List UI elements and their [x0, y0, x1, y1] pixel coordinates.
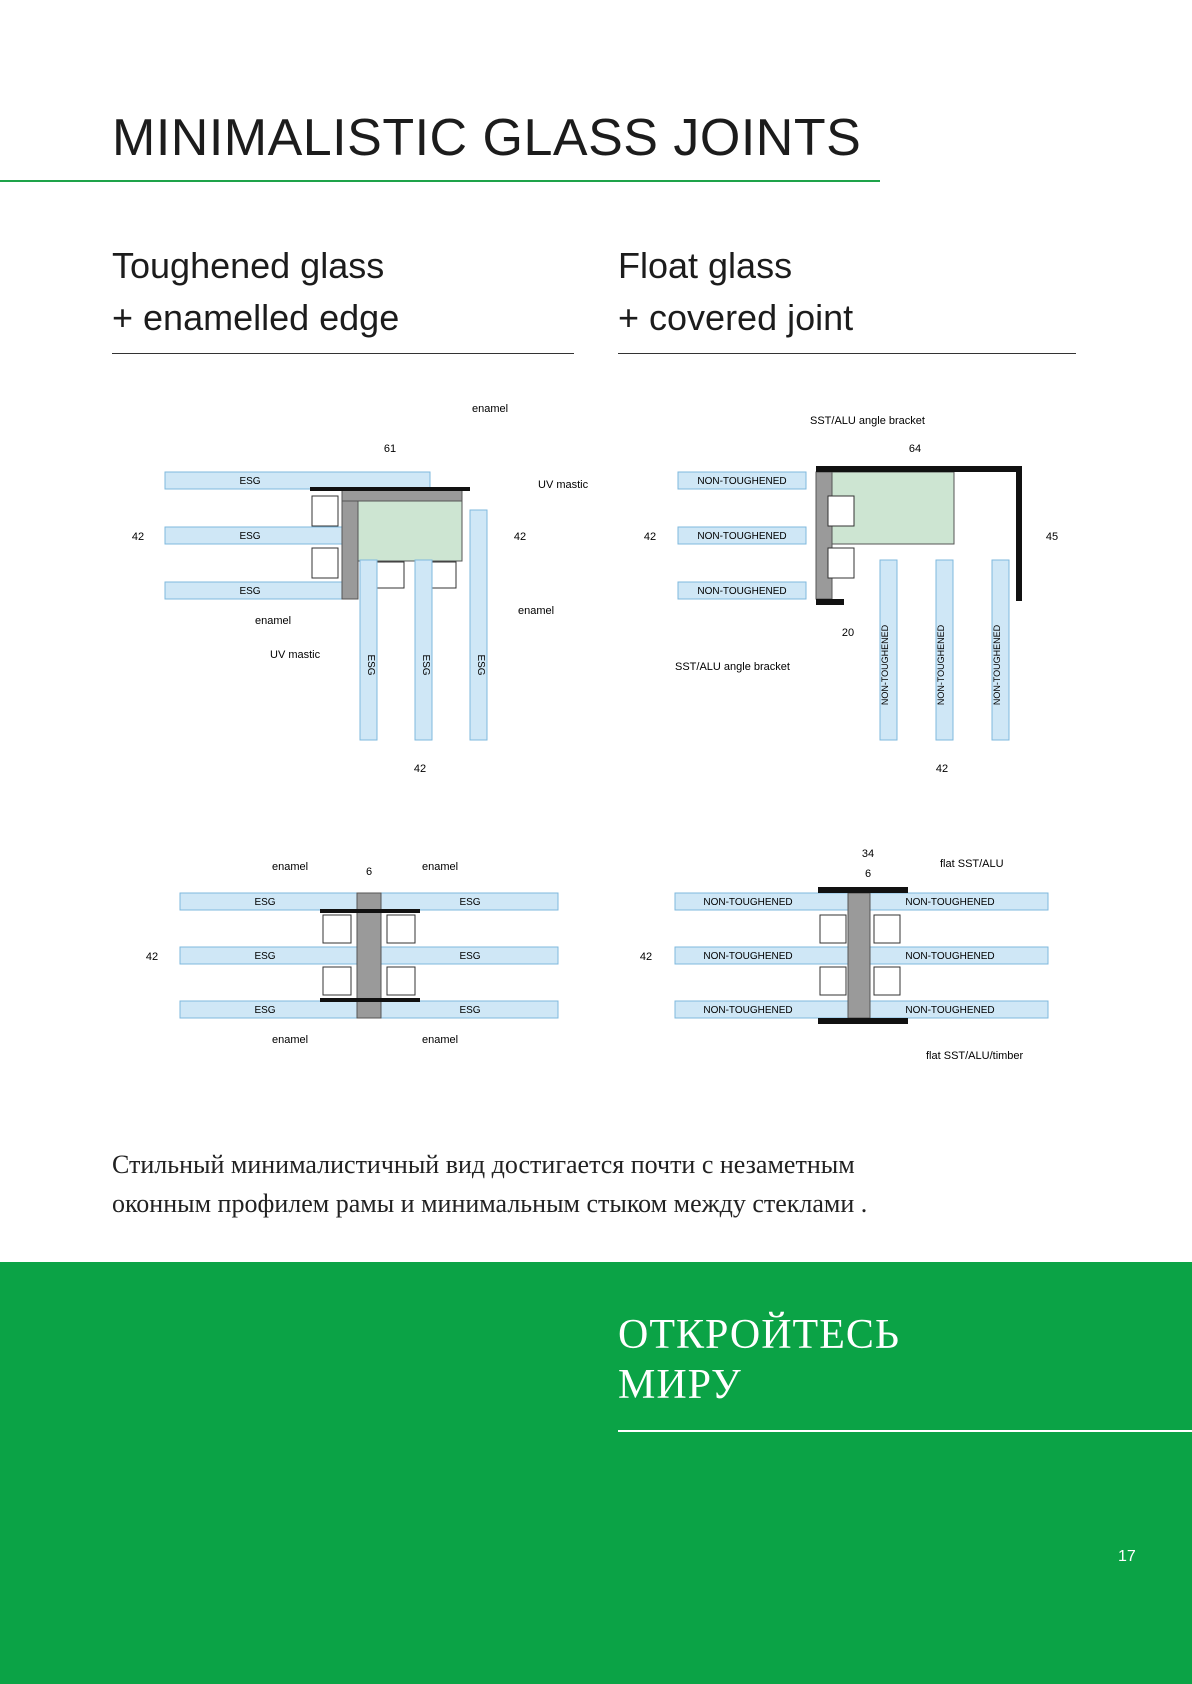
spacer	[874, 967, 900, 995]
angle-bracket	[816, 466, 1020, 472]
green-footer-band	[0, 1262, 1192, 1684]
flat-cover-label: flat SST/ALU/timber	[926, 1050, 1024, 1062]
glass-pane-4	[360, 560, 377, 740]
glass-pane-2	[165, 527, 345, 544]
dim-6: 6	[864, 868, 872, 880]
enamel-edge	[320, 998, 420, 1002]
glass-label: ESG	[459, 897, 481, 908]
glass-label: ESG	[254, 897, 276, 908]
right-heading-line1: Float glass	[618, 245, 793, 286]
glass-pane-3	[678, 582, 806, 599]
description-line1: Стильный минималистичный вид достигается почти с незаметным	[112, 1150, 855, 1179]
glass-label: NON-TOUGHENED	[936, 624, 946, 706]
flat-cover	[818, 1018, 908, 1024]
slogan	[618, 1310, 900, 1410]
glass-pane-1	[165, 472, 430, 489]
enamel-label: enamel	[255, 615, 292, 627]
glass-label: ESG	[254, 951, 276, 962]
glass-pane-5	[378, 947, 558, 964]
glass-pane-3	[165, 582, 345, 599]
glass-label: NON-TOUGHENED	[880, 624, 890, 706]
toughened-straight-diagram	[140, 855, 580, 1055]
slogan-line2: МИРУ	[618, 1362, 742, 1408]
glass-label: ESG	[420, 654, 431, 676]
dim-42: 42	[131, 531, 145, 543]
dim-61: 61	[383, 443, 397, 455]
float-straight-diagram	[630, 845, 1080, 1065]
corner-profile	[816, 472, 832, 599]
angle-bracket	[816, 599, 844, 605]
left-heading-divider	[112, 353, 574, 354]
angle-bracket-label: SST/ALU angle bracket	[675, 661, 790, 673]
dim-42: 42	[639, 951, 653, 963]
glass-pane-5	[936, 560, 953, 740]
glass-label: ESG	[365, 654, 376, 676]
left-heading-line2: + enamelled edge	[112, 297, 400, 338]
angle-bracket-label: SST/ALU angle bracket	[810, 415, 925, 427]
title-divider	[0, 180, 880, 182]
enamel-label: enamel	[272, 861, 309, 873]
spacer	[312, 548, 338, 578]
description-line2: оконным профилем рамы и минимальным стыком между стеклами .	[112, 1189, 868, 1218]
right-heading-divider	[618, 353, 1076, 354]
right-column-heading	[618, 240, 853, 344]
spacer	[820, 967, 846, 995]
spacer	[820, 915, 846, 943]
corner-profile	[342, 489, 358, 599]
dim-64: 64	[908, 443, 922, 455]
dim-34: 34	[861, 848, 875, 860]
glass-label: ESG	[459, 1005, 481, 1016]
glass-label: NON-TOUGHENED	[697, 531, 787, 542]
slogan-line1: ОТКРОЙТЕСЬ	[618, 1312, 900, 1358]
flat-cover-label: flat SST/ALU	[940, 858, 1004, 870]
glass-label: NON-TOUGHENED	[703, 897, 793, 908]
glass-label: NON-TOUGHENED	[703, 1005, 793, 1016]
page-number: 17	[1118, 1548, 1136, 1565]
glass-label: NON-TOUGHENED	[703, 951, 793, 962]
glass-label: ESG	[254, 1005, 276, 1016]
glass-label: ESG	[239, 531, 261, 542]
right-heading-line2: + covered joint	[618, 297, 854, 338]
enamel-label: enamel	[422, 1034, 459, 1046]
glass-pane-1	[180, 893, 360, 910]
glass-pane-4	[378, 893, 558, 910]
glass-pane-1	[678, 472, 806, 489]
angle-bracket	[1016, 466, 1022, 601]
dim-6: 6	[365, 866, 373, 878]
glass-label: ESG	[239, 476, 261, 487]
glass-label: NON-TOUGHENED	[905, 1005, 995, 1016]
spacer	[312, 496, 338, 526]
glass-label: ESG	[239, 586, 261, 597]
joint-profile	[848, 893, 870, 1018]
flat-cover	[818, 887, 908, 893]
spacer	[874, 915, 900, 943]
dim-20: 20	[841, 627, 855, 639]
left-heading-line1: Toughened glass	[112, 245, 385, 286]
dim-42: 42	[935, 763, 949, 775]
glass-label: NON-TOUGHENED	[697, 586, 787, 597]
enamel-label: enamel	[518, 605, 555, 617]
left-column-heading	[112, 240, 399, 344]
dim-42: 42	[513, 531, 527, 543]
spacer	[828, 548, 854, 578]
spacer	[323, 967, 351, 995]
glass-pane-5	[415, 560, 432, 740]
spacer	[374, 562, 404, 588]
glass-pane-2	[678, 527, 806, 544]
spacer	[387, 967, 415, 995]
glass-label: NON-TOUGHENED	[905, 951, 995, 962]
spacer	[387, 915, 415, 943]
dim-45: 45	[1045, 531, 1059, 543]
toughened-corner-diagram	[120, 400, 590, 780]
slogan-divider	[618, 1430, 1192, 1432]
enamel-label: enamel	[272, 1034, 309, 1046]
uv-mastic-label: UV mastic	[538, 479, 589, 491]
dim-42: 42	[145, 951, 159, 963]
glass-pane-6	[470, 510, 487, 740]
enamel-edge	[310, 487, 470, 491]
dim-42: 42	[413, 763, 427, 775]
spacer	[323, 915, 351, 943]
glass-pane-4	[880, 560, 897, 740]
glass-pane-2	[180, 947, 360, 964]
glass-label: ESG	[459, 951, 481, 962]
enamel-edge	[320, 909, 420, 913]
enamel-label: enamel	[472, 403, 509, 415]
glass-pane-3	[180, 1001, 360, 1018]
glass-pane-6	[868, 1001, 1048, 1018]
glass-label: ESG	[475, 654, 486, 676]
cavity	[358, 501, 462, 561]
glass-pane-5	[868, 947, 1048, 964]
glass-pane-2	[675, 947, 850, 964]
glass-pane-6	[992, 560, 1009, 740]
glass-pane-4	[868, 893, 1048, 910]
uv-mastic-label: UV mastic	[270, 649, 321, 661]
dim-42: 42	[643, 531, 657, 543]
float-corner-diagram	[620, 400, 1080, 780]
glass-pane-6	[378, 1001, 558, 1018]
glass-label: NON-TOUGHENED	[992, 624, 1002, 706]
glass-label: NON-TOUGHENED	[697, 476, 787, 487]
glass-label: NON-TOUGHENED	[905, 897, 995, 908]
description-paragraph	[112, 1145, 867, 1223]
spacer	[828, 496, 854, 526]
page-title: MINIMALISTIC GLASS JOINTS	[112, 109, 862, 167]
glass-pane-1	[675, 893, 850, 910]
glass-pane-3	[675, 1001, 850, 1018]
enamel-label: enamel	[422, 861, 459, 873]
